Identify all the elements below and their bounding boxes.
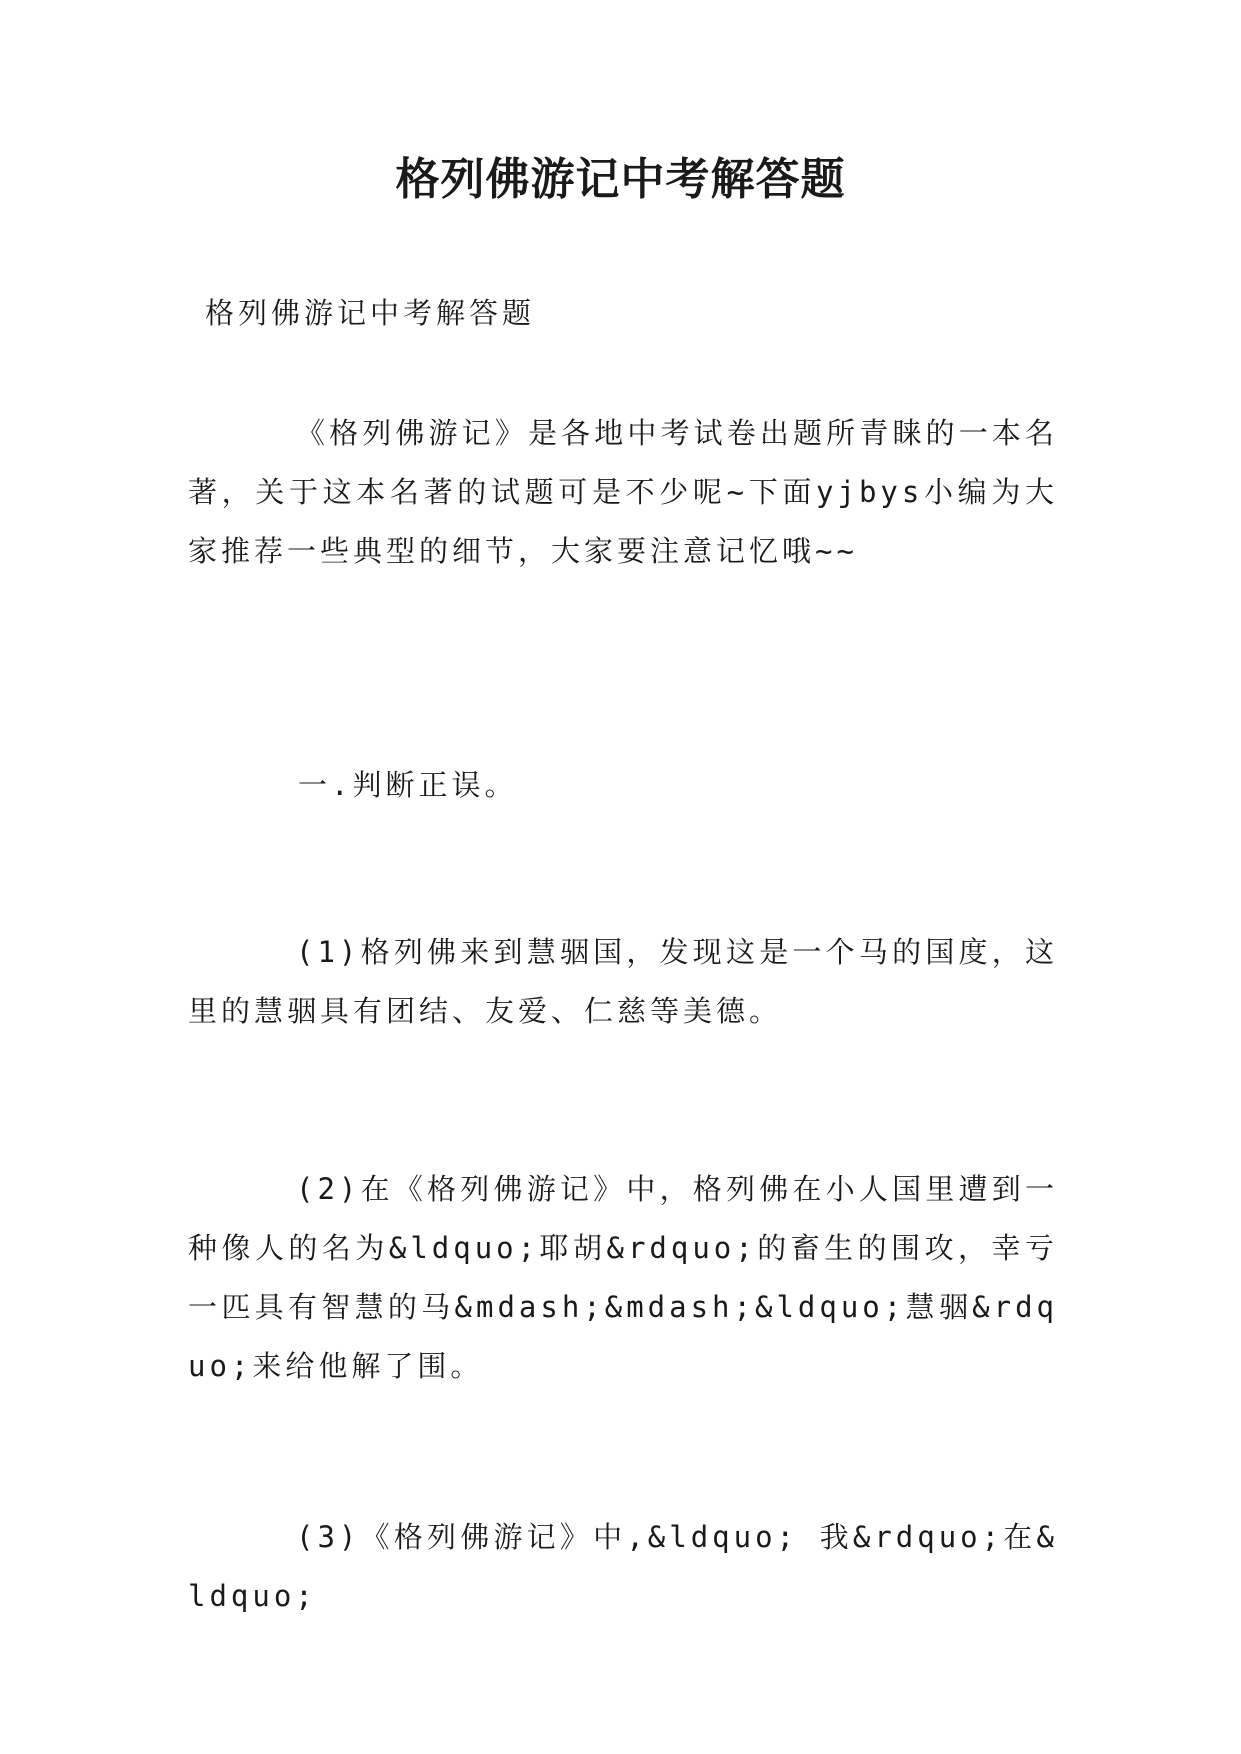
intro-paragraph: 《格列佛游记》是各地中考试卷出题所青睐的一本名著，关于这本名著的试题可是不少呢~下面yjbys小编为大家推荐一些典型的细节，大家要注意记忆哦~~ xyxy=(188,416,1058,568)
document-title: 格列佛游记中考解答题 xyxy=(395,154,846,205)
question-item: (3)《格列佛游记》中,&ldquo; 我&rdquo;在&ldquo; xyxy=(188,1520,1058,1613)
section-heading: 一.判断正误。 xyxy=(298,768,518,802)
document-subtitle: 格列佛游记中考解答题 xyxy=(205,296,536,330)
question-item: (1)格列佛来到慧骃国，发现这是一个马的国度，这里的慧骃具有团结、友爱、仁慈等美德。 xyxy=(188,935,1058,1028)
question-item: (2)在《格列佛游记》中，格列佛在小人国里遭到一种像人的名为&ldquo;耶胡&rdquo;的畜生的围攻，幸亏一匹具有智慧的马&mdash;&mdash;&ldquo;慧骃&rdquo;来给他解了围。 xyxy=(188,1172,1058,1383)
